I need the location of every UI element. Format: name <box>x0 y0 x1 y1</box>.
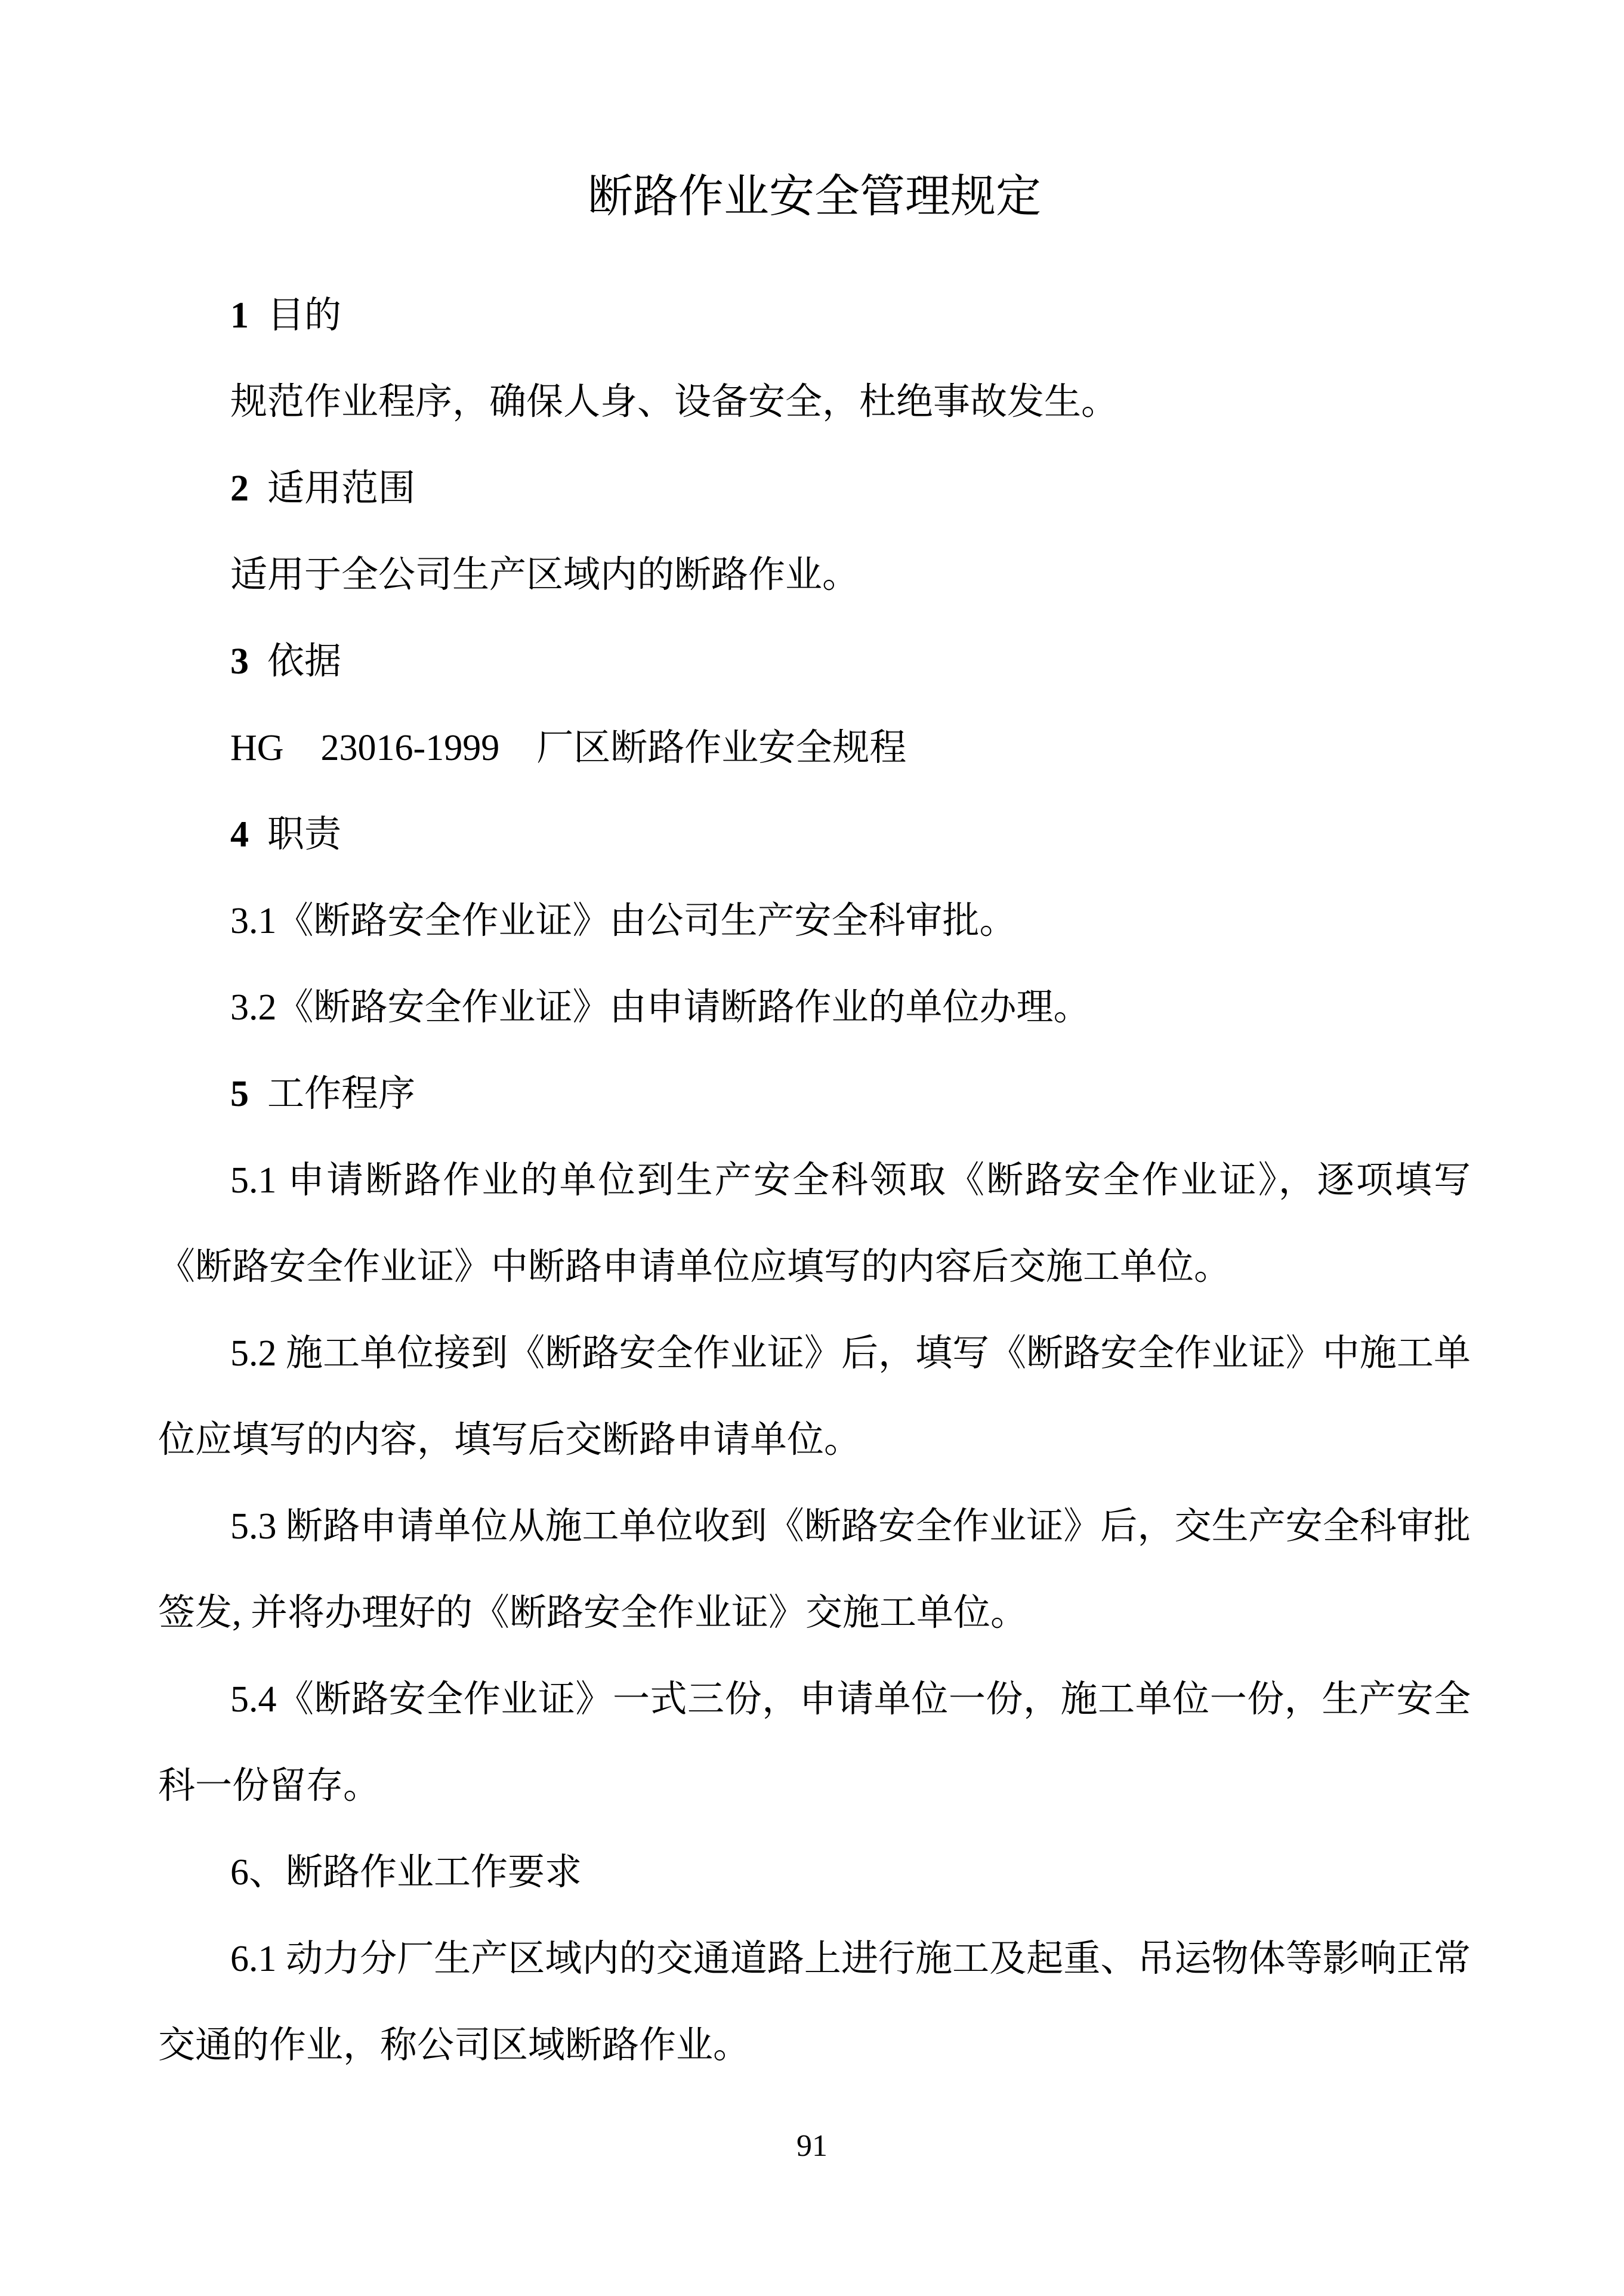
paragraph: 5.1 申请断路作业的单位到生产安全科领取《断路安全作业证》，逐项填写《断路安全作业证》中断路申请单位应填写的内容后交施工单位。 <box>158 1160 1471 1287</box>
section-number: 1 <box>230 295 249 336</box>
paragraph: 5.3 断路申请单位从施工单位收到《断路安全作业证》后，交生产安全科审批签发, 并将办理好的《断路安全作业证》交施工单位。 <box>158 1506 1471 1633</box>
section-heading <box>158 446 1471 532</box>
section-number: 4 <box>230 814 249 855</box>
paragraph: 3.2《断路安全作业证》由申请断路作业的单位办理。 <box>230 987 1091 1028</box>
section-heading <box>158 619 1471 705</box>
paragraph: 5.4《断路安全作业证》一式三份，申请单位一份，施工单位一份，生产安全科一份留存。 <box>158 1679 1471 1806</box>
section-heading <box>158 1051 1471 1138</box>
section-heading-label: 职责 <box>267 814 342 855</box>
section-number: 5 <box>230 1074 249 1114</box>
section-heading-label: 目的 <box>267 295 342 336</box>
section-number: 3 <box>230 641 249 682</box>
document-body <box>158 273 1471 2089</box>
paragraph: 规范作业程序，确保人身、设备安全，杜绝事故发生。 <box>230 382 1119 422</box>
document-content <box>158 154 1471 2089</box>
section-heading-label: 工作程序 <box>267 1074 416 1114</box>
paragraph: 5.2 施工单位接到《断路安全作业证》后，填写《断路安全作业证》中施工单位应填写的内容，填写后交断路申请单位。 <box>158 1333 1471 1460</box>
paragraph: 6.1 动力分厂生产区域内的交通道路上进行施工及起重、吊运物体等影响正常交通的作业，称公司区域断路作业。 <box>158 1939 1471 2066</box>
section-heading <box>158 792 1471 878</box>
paragraph: HG 23016-1999 厂区断路作业安全规程 <box>230 728 907 768</box>
section-number: 2 <box>230 468 249 509</box>
page-number: 91 <box>796 2129 828 2163</box>
document-title: 断路作业安全管理规定 <box>588 172 1041 222</box>
section-heading <box>158 273 1471 359</box>
paragraph: 3.1《断路安全作业证》由公司生产安全科审批。 <box>230 901 1017 941</box>
section-heading-label: 依据 <box>267 641 342 682</box>
section-heading-label: 适用范围 <box>267 468 416 509</box>
paragraph: 适用于全公司生产区域内的断路作业。 <box>230 555 860 595</box>
paragraph: 6、断路作业工作要求 <box>230 1852 582 1893</box>
